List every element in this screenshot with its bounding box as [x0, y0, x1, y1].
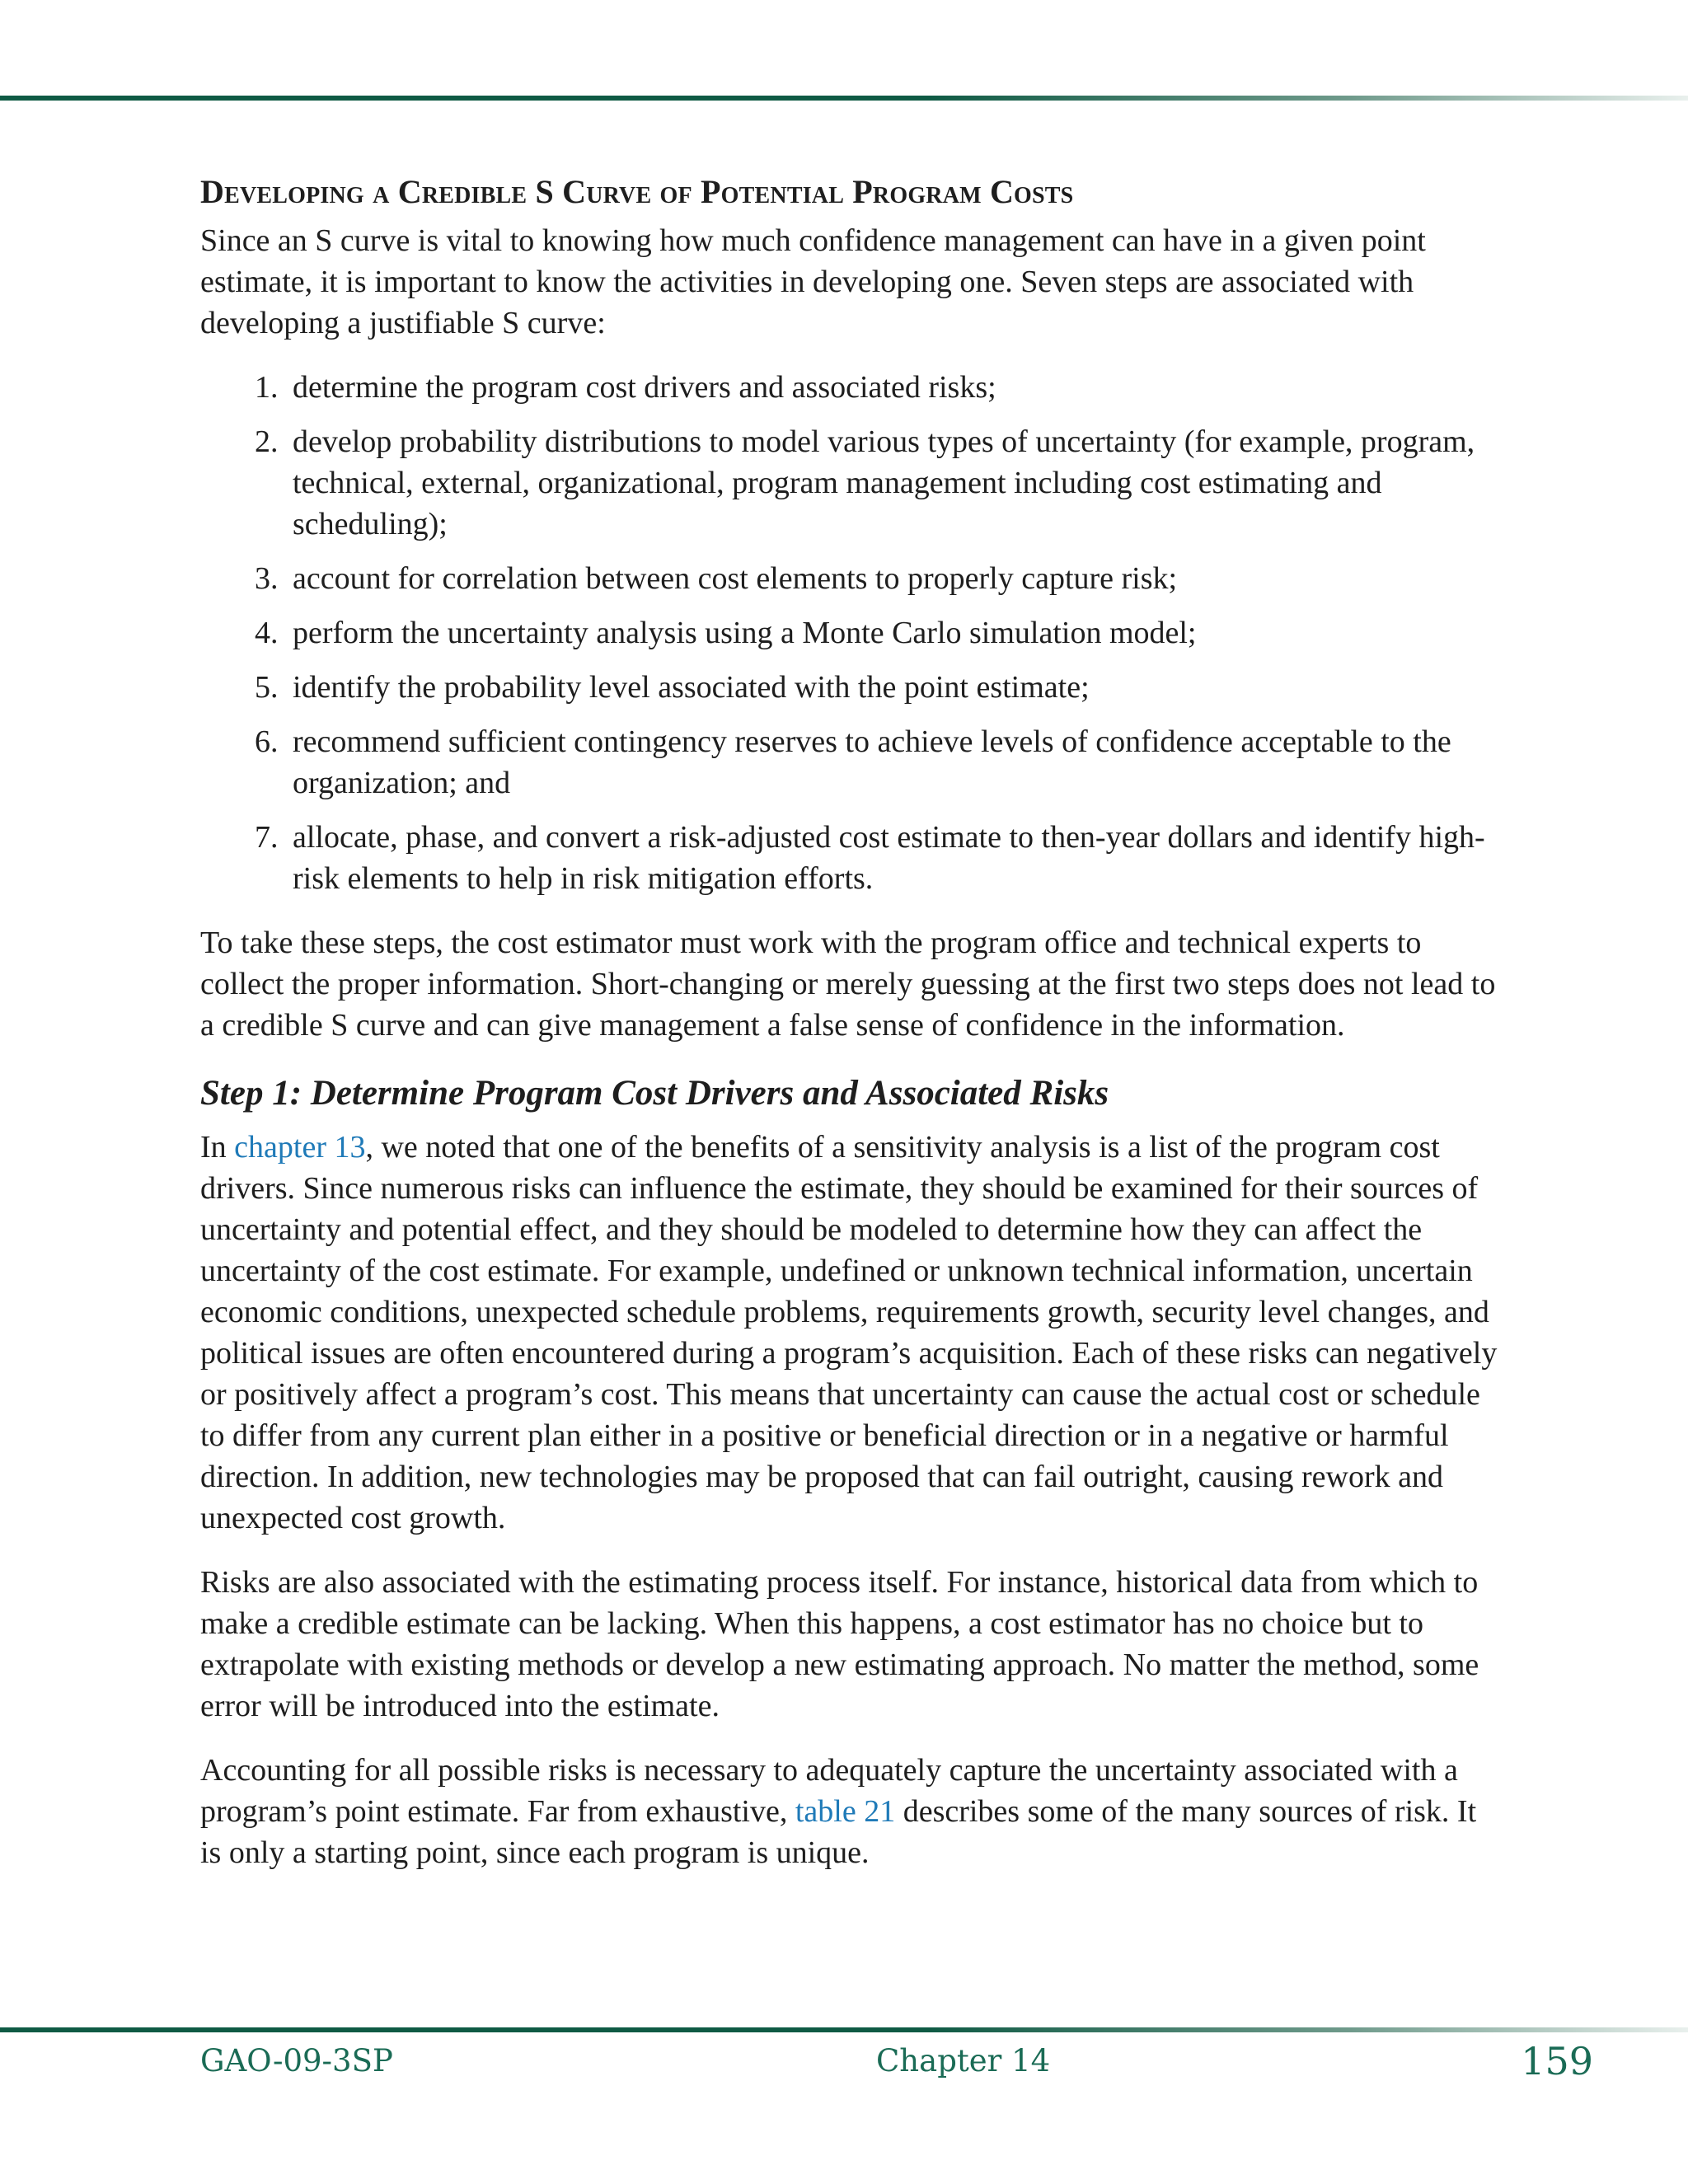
list-item: 4. perform the uncertainty analysis using a Monte Carlo simulation model; — [286, 612, 1503, 654]
text-span: Accounting for all possible risks is necessary to adequately capture the uncertainty associated with a program’s point estimate. Far from exhaustive, — [200, 1753, 1458, 1829]
page-content — [200, 169, 1503, 1896]
list-item: 7. allocate, phase, and convert a risk-adjusted cost estimate to then-year dollars and identify high-risk elements to help in risk mitigation efforts. — [286, 817, 1503, 899]
step1-paragraph-2: Risks are also associated with the estimating process itself. For instance, historical data from which to make a credible estimate can be lacking. When this happens, a cost estimator has no choice but to extrapolate with existing methods or develop a new estimating approach. No matter the method, some error will be introduced into the estimate. — [200, 1565, 1479, 1723]
step1-paragraph-3 — [200, 1750, 1503, 1873]
intro-paragraph: Since an S curve is vital to knowing how much confidence management can have in a given point estimate, it is important to know the activities in developing one. Seven steps are associated with developing a justifiable S curve: — [200, 223, 1426, 340]
list-item: 2. develop probability distributions to model various types of uncertainty (for example, program, technical, external, organizational, program management including cost estimating and scheduling); — [286, 421, 1503, 545]
list-item: 6. recommend sufficient contingency reserves to achieve levels of confidence acceptable to the organization; and — [286, 721, 1503, 804]
text-span: In — [200, 1130, 235, 1165]
step1-heading: Step 1: Determine Program Cost Drivers and Associated Risks — [200, 1074, 1109, 1113]
text-span: , we noted that one of the benefits of a sensitivity analysis is a list of the program cost drivers. Since numerous risks can influence the estimate, they should be examined for their sources of uncertainty and potential effect, and they should be modeled to determine how they can affect the uncertainty of the cost estimate. For example, undefined or unknown technical information, uncertain economic conditions, unexpected schedule problems, requirements growth, security level changes, and political issues are often encountered during a program’s acquisition. Each of these risks can negatively or positively affect a program’s cost. This means that uncertainty can cause the actual cost or schedule to differ from any current plan either in a positive or beneficial direction or in a negative or harmful direction. In addition, new technologies may be proposed that can fail outright, causing rework and unexpected cost growth. — [200, 1130, 1498, 1535]
top-rule — [0, 96, 1688, 101]
page-footer — [200, 2033, 1593, 2089]
step1-paragraph-1 — [200, 1127, 1503, 1539]
steps-followup-paragraph: To take these steps, the cost estimator must work with the program office and technical experts to collect the proper information. Short-changing or merely guessing at the first two steps does not lead to a credible S curve and can give management a false sense of confidence in the information. — [200, 926, 1496, 1043]
list-item: 1. determine the program cost drivers and associated risks; — [286, 367, 1503, 408]
chapter-13-link[interactable]: chapter 13 — [234, 1130, 366, 1165]
list-item: 3. account for correlation between cost elements to properly capture risk; — [286, 558, 1503, 599]
table-21-link[interactable]: table 21 — [795, 1794, 896, 1829]
list-item: 5. identify the probability level associated with the point estimate; — [286, 667, 1503, 708]
bottom-rule — [0, 2027, 1688, 2032]
section-heading: Developing a Credible S Curve of Potential Program Costs — [200, 173, 1074, 210]
chapter-label: Chapter 14 — [876, 2043, 1051, 2079]
steps-list — [200, 367, 1503, 899]
page-number: 159 — [1521, 2039, 1593, 2083]
text-span: describes some of the many sources of risk. It is only a starting point, since each program is unique. — [200, 1794, 1477, 1870]
document-id: GAO-09-3SP — [200, 2043, 393, 2079]
